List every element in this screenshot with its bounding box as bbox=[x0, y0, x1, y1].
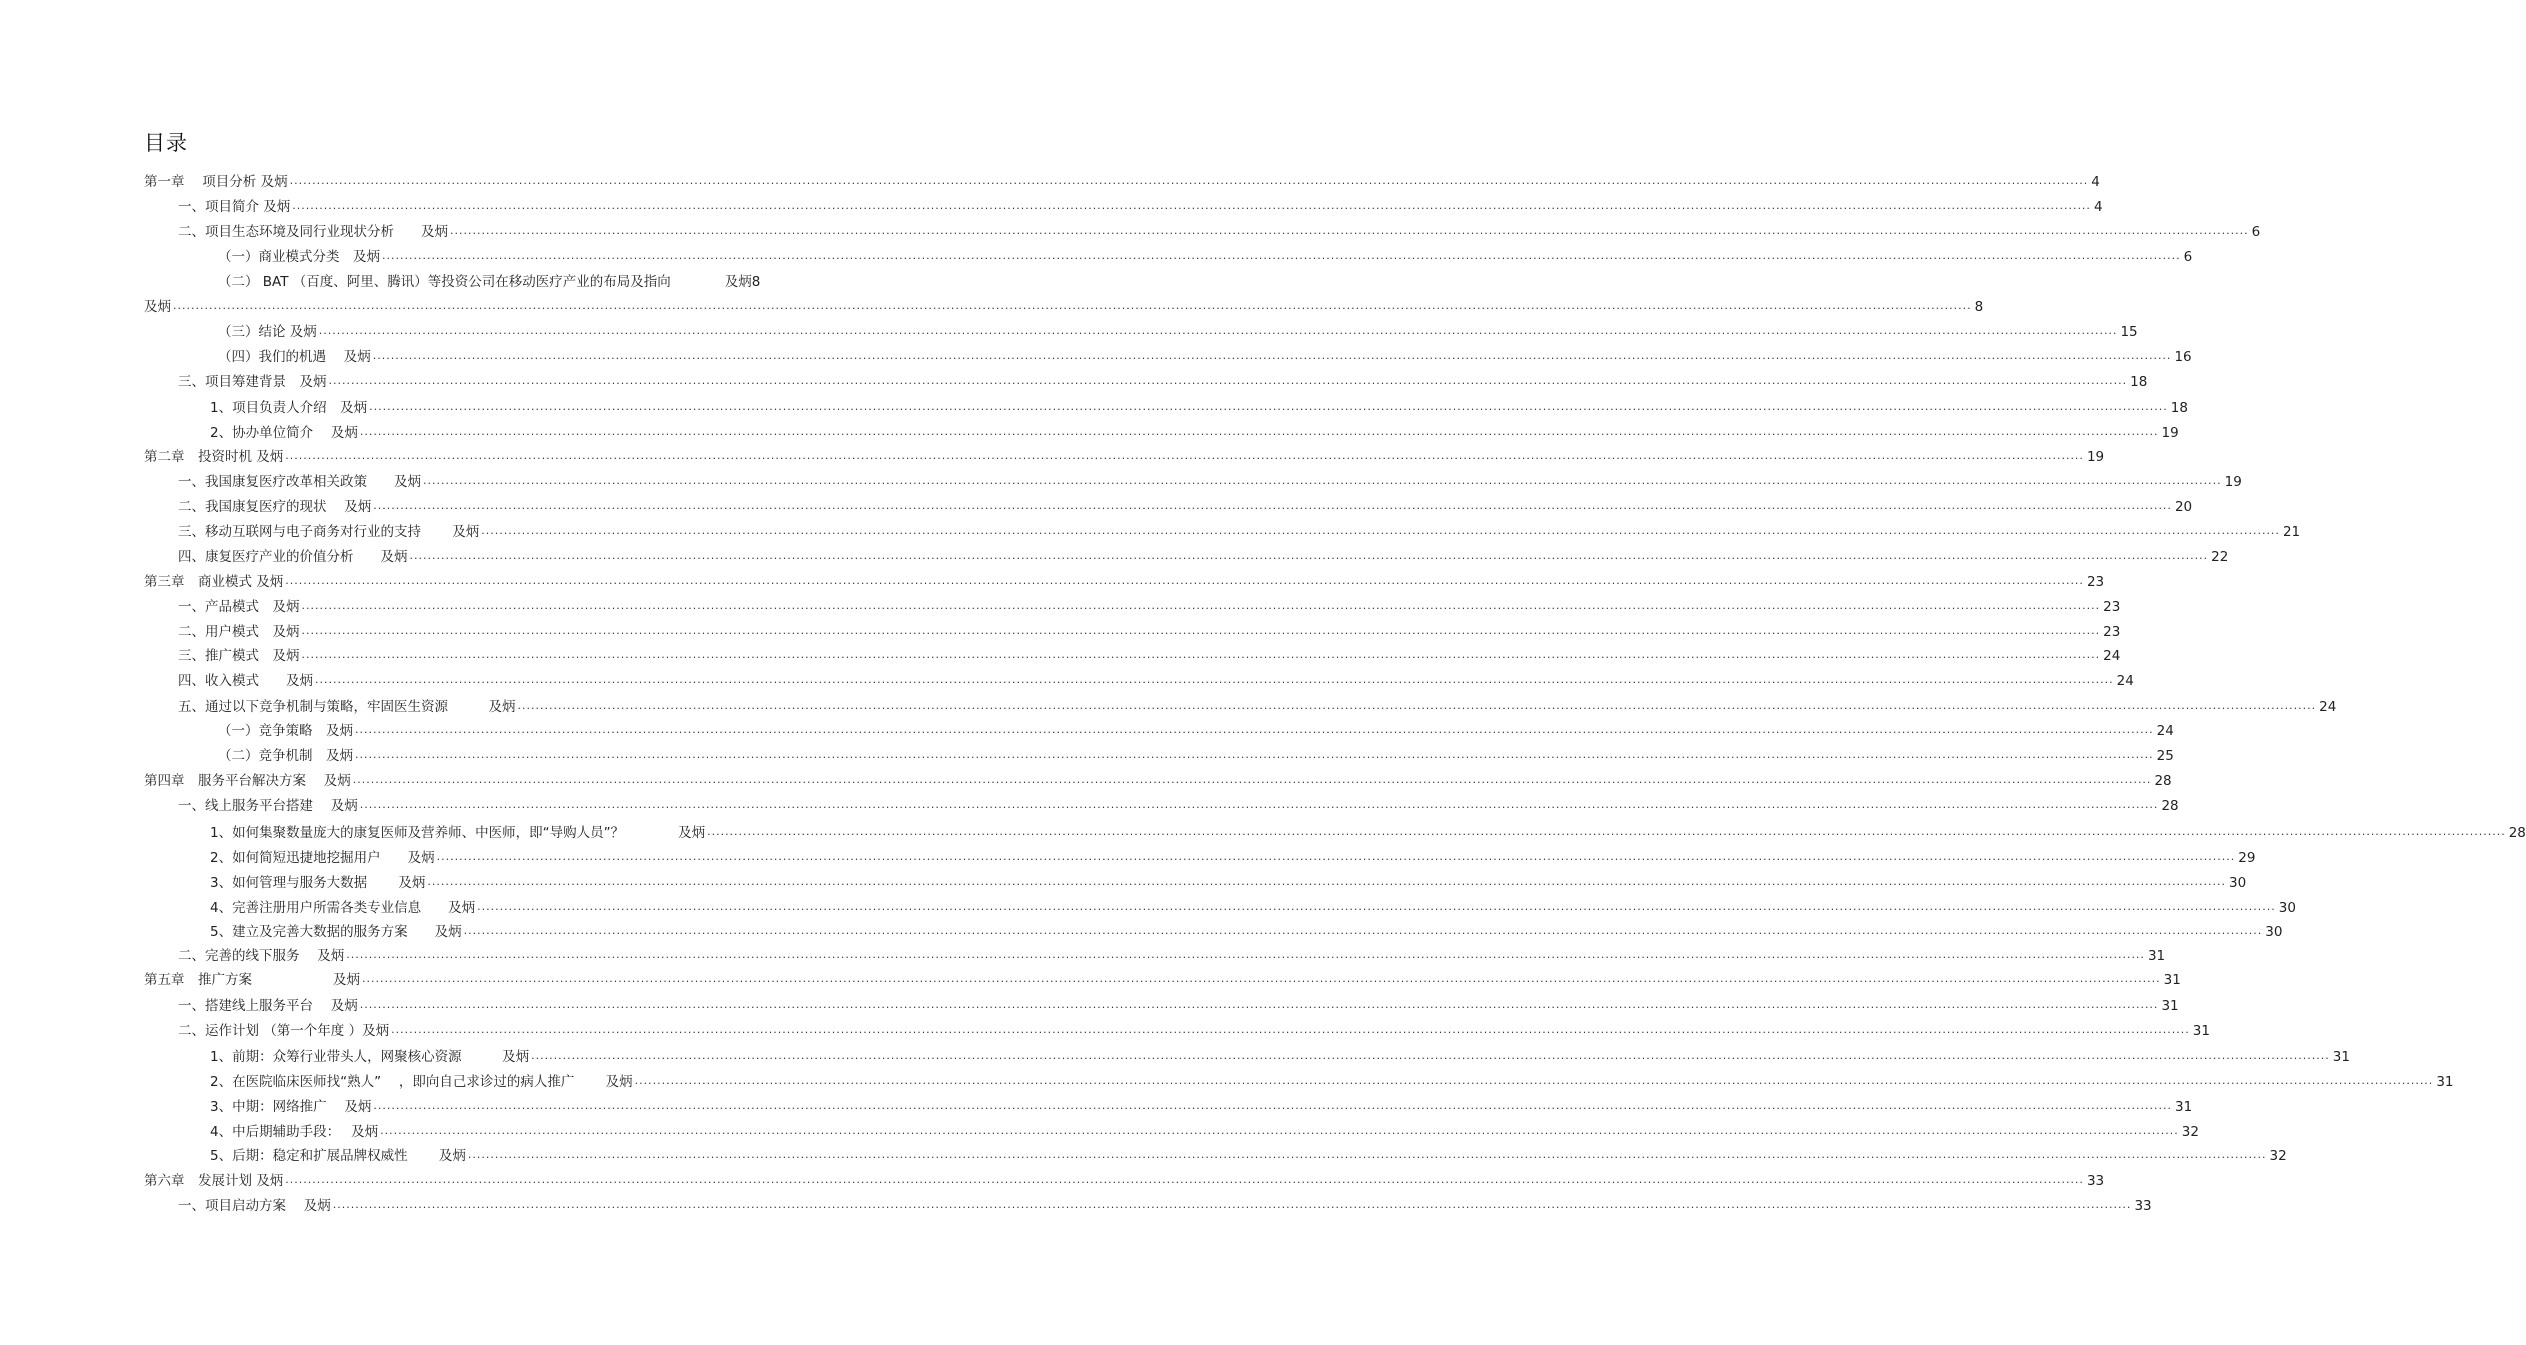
toc-entry[interactable] bbox=[178, 467, 2242, 491]
toc-leader-dots: ................................................................................................................................................................................................................................................................................................................................................................................................................ bbox=[463, 924, 2263, 937]
toc-leader-dots: ................................................................................................................................................................................................................................................................................................................................................................................................................ bbox=[467, 1148, 2267, 1161]
toc-entry-label: （三）结论 及炳 bbox=[218, 324, 317, 340]
toc-entry[interactable] bbox=[210, 1092, 2193, 1116]
toc-entry[interactable] bbox=[178, 666, 2134, 690]
toc-entry[interactable] bbox=[178, 217, 2261, 241]
toc-entry[interactable] bbox=[210, 917, 2283, 941]
toc-entry-label: （一）竞争策略 及炳 bbox=[218, 723, 353, 739]
toc-entry[interactable] bbox=[178, 692, 2337, 716]
toc-leader-dots: ................................................................................................................................................................................................................................................................................................................................................................................................................ bbox=[355, 723, 2154, 736]
toc-entry-label: 一、项目启动方案 及炳 bbox=[178, 1198, 331, 1214]
toc-entry-page-number: 33 bbox=[2086, 1173, 2105, 1189]
toc-entry[interactable] bbox=[178, 517, 2301, 541]
toc-entry[interactable] bbox=[178, 791, 2179, 815]
toc-leader-dots: ................................................................................................................................................................................................................................................................................................................................................................................................................ bbox=[517, 699, 2317, 712]
toc-entry-label: 2、协办单位简介 及炳 bbox=[210, 425, 358, 441]
toc-leader-dots: ................................................................................................................................................................................................................................................................................................................................................................................................................ bbox=[301, 648, 2101, 661]
toc-entry-page-number: 24 bbox=[2103, 648, 2121, 664]
toc-entry-page-number: 24 bbox=[2156, 723, 2174, 739]
toc-leader-dots: ................................................................................................................................................................................................................................................................................................................................................................................................................ bbox=[301, 624, 2101, 637]
toc-entry-label: （二）竞争机制 及炳 bbox=[218, 748, 353, 764]
toc-entry-page-number: 4 bbox=[2093, 199, 2103, 215]
toc-entry-page-number: 28 bbox=[2161, 798, 2179, 814]
toc-entry-label: 一、项目简介 及炳 bbox=[178, 199, 291, 215]
toc-leader-dots: ................................................................................................................................................................................................................................................................................................................................................................................................................ bbox=[531, 1049, 2330, 1062]
toc-entry-page-number: 24 bbox=[2116, 673, 2134, 689]
toc-leader-dots: ................................................................................................................................................................................................................................................................................................................................................................................................................ bbox=[707, 825, 2506, 838]
toc-leader-dots: ................................................................................................................................................................................................................................................................................................................................................................................................................ bbox=[318, 324, 2118, 337]
toc-entry-label: 2、在医院临床医师找“熟人” ，即向自己求诊过的病人推广 及炳 bbox=[210, 1074, 633, 1090]
toc-entry-page-number: 24 bbox=[2319, 699, 2337, 715]
toc-entry-label: （四）我们的机遇 及炳 bbox=[218, 349, 371, 365]
toc-entry-page-number: 6 bbox=[2251, 224, 2261, 240]
toc-entry-page-number: 31 bbox=[2436, 1074, 2454, 1090]
toc-leader-dots: ................................................................................................................................................................................................................................................................................................................................................................................................................ bbox=[173, 299, 1972, 312]
toc-entry-page-number: 19 bbox=[2161, 425, 2179, 441]
toc-leader-dots: ................................................................................................................................................................................................................................................................................................................................................................................................................ bbox=[285, 574, 2084, 587]
toc-entry[interactable] bbox=[210, 393, 2188, 417]
toc-leader-dots: ................................................................................................................................................................................................................................................................................................................................................................................................................ bbox=[372, 349, 2172, 362]
toc-entry-label: 二、运作计划 （第一个年度 ）及炳 bbox=[178, 1023, 390, 1039]
toc-entry-label: 第六章 发展计划 及炳 bbox=[144, 1173, 284, 1189]
toc-entry-page-number: 31 bbox=[2147, 948, 2166, 964]
toc-entry-page-number: 15 bbox=[2120, 324, 2138, 340]
toc-entry-page-number: 31 bbox=[2161, 998, 2179, 1014]
toc-entry[interactable] bbox=[210, 1042, 2350, 1066]
toc-entry[interactable] bbox=[210, 893, 2296, 917]
toc-leader-dots: ................................................................................................................................................................................................................................................................................................................................................................................................................ bbox=[292, 199, 2091, 212]
toc-leader-dots: ................................................................................................................................................................................................................................................................................................................................................................................................................ bbox=[427, 875, 2227, 888]
toc-entry[interactable] bbox=[144, 292, 1984, 316]
toc-entry[interactable] bbox=[210, 1141, 2287, 1165]
toc-entry-label: 二、完善的线下服务 及炳 bbox=[178, 948, 345, 964]
toc-entry-page-number: 28 bbox=[2508, 825, 2526, 841]
toc-leader-dots: ................................................................................................................................................................................................................................................................................................................................................................................................................ bbox=[391, 1023, 2190, 1036]
toc-entry[interactable] bbox=[178, 617, 2121, 641]
toc-leader-dots: ................................................................................................................................................................................................................................................................................................................................................................................................................ bbox=[373, 499, 2172, 512]
toc-leader-dots: ................................................................................................................................................................................................................................................................................................................................................................................................................ bbox=[332, 1198, 2132, 1211]
toc-entry-label: 第四章 服务平台解决方案 及炳 bbox=[144, 773, 351, 789]
toc-entry-page-number: 18 bbox=[2170, 400, 2188, 416]
toc-leader-dots: ................................................................................................................................................................................................................................................................................................................................................................................................................ bbox=[285, 449, 2084, 462]
toc-leader-dots: ................................................................................................................................................................................................................................................................................................................................................................................................................ bbox=[436, 850, 2236, 863]
toc-entry-label: 五、通过以下竞争机制与策略，牢固医生资源 及炳 bbox=[178, 699, 516, 715]
toc-entry[interactable] bbox=[210, 1117, 2199, 1141]
toc-leader-dots: ................................................................................................................................................................................................................................................................................................................................................................................................................ bbox=[423, 474, 2222, 487]
toc-entry-page-number: 23 bbox=[2103, 624, 2121, 640]
toc-leader-dots: ................................................................................................................................................................................................................................................................................................................................................................................................................ bbox=[362, 972, 2161, 985]
toc-entry-page-number: 28 bbox=[2154, 773, 2172, 789]
toc-leader-dots: ................................................................................................................................................................................................................................................................................................................................................................................................................ bbox=[373, 1099, 2173, 1112]
toc-entry[interactable] bbox=[210, 843, 2256, 867]
toc-entry-label: （一）商业模式分类 及炳 bbox=[218, 249, 380, 265]
toc-entry-page-number: 18 bbox=[2130, 374, 2148, 390]
toc-entry-page-number: 4 bbox=[2091, 174, 2100, 190]
toc-entry-label: 二、用户模式 及炳 bbox=[178, 624, 300, 640]
toc-entry-label: 三、移动互联网与电子商务对行业的支持 及炳 bbox=[178, 524, 480, 540]
toc-entry-label: 5、建立及完善大数据的服务方案 及炳 bbox=[210, 924, 462, 940]
toc-entry[interactable] bbox=[178, 592, 2121, 616]
toc-entry-label: 二、项目生态环境及同行业现状分析 及炳 bbox=[178, 224, 448, 240]
toc-entry-page-number: 16 bbox=[2174, 349, 2192, 365]
toc-entry-label: 三、推广模式 及炳 bbox=[178, 648, 300, 664]
toc-entry-label: 3、如何管理与服务大数据 及炳 bbox=[210, 875, 426, 891]
toc-entry[interactable] bbox=[144, 567, 2105, 591]
toc-entry-label: 三、项目筹建背景 及炳 bbox=[178, 374, 327, 390]
toc-entry[interactable] bbox=[144, 1166, 2105, 1190]
toc-entry-label: 2、如何简短迅捷地挖掘用户 及炳 bbox=[210, 850, 435, 866]
toc-entry[interactable] bbox=[210, 868, 2247, 892]
toc-entry[interactable] bbox=[210, 418, 2179, 442]
toc-entry-page-number: 32 bbox=[2181, 1124, 2199, 1140]
toc-entry-page-number: 32 bbox=[2269, 1148, 2287, 1164]
toc-leader-dots: ................................................................................................................................................................................................................................................................................................................................................................................................................ bbox=[409, 549, 2209, 562]
toc-entry-page-number: 19 bbox=[2086, 449, 2105, 465]
toc-entry-page-number: 31 bbox=[2163, 972, 2181, 988]
toc-entry-page-number: 33 bbox=[2134, 1198, 2152, 1214]
toc-leader-dots: ................................................................................................................................................................................................................................................................................................................................................................................................................ bbox=[477, 900, 2276, 913]
toc-leader-dots: ................................................................................................................................................................................................................................................................................................................................................................................................................ bbox=[352, 773, 2152, 786]
toc-entry-label: 二、我国康复医疗的现状 及炳 bbox=[178, 499, 372, 515]
toc-entry[interactable] bbox=[178, 542, 2229, 566]
toc-entry-page-number: 8 bbox=[1974, 299, 1984, 315]
toc-entry[interactable] bbox=[218, 267, 806, 291]
toc-entry-page-number: 30 bbox=[2265, 924, 2283, 940]
toc-leader-dots: ................................................................................................................................................................................................................................................................................................................................................................................................................ bbox=[382, 249, 2181, 262]
toc-entry-label: 3、中期：网络推广 及炳 bbox=[210, 1099, 372, 1115]
toc-entry[interactable] bbox=[144, 442, 2105, 466]
toc-entry-page-number: 31 bbox=[2192, 1023, 2210, 1039]
toc-entry-label: 1、项目负责人介绍 及炳 bbox=[210, 400, 368, 416]
toc-entry-page-number: 31 bbox=[2175, 1099, 2193, 1115]
toc-entry-page-number: 29 bbox=[2238, 850, 2256, 866]
toc-entry-page-number: 30 bbox=[2278, 900, 2296, 916]
toc-entry[interactable] bbox=[178, 941, 2166, 965]
toc-entry[interactable] bbox=[218, 741, 2174, 765]
toc-entry-label: 一、线上服务平台搭建 及炳 bbox=[178, 798, 358, 814]
toc-entry-label: 第三章 商业模式 及炳 bbox=[144, 574, 284, 590]
toc-entry-page-number: 30 bbox=[2229, 875, 2247, 891]
toc-entry[interactable] bbox=[144, 965, 2181, 989]
toc-leader-dots: ................................................................................................................................................................................................................................................................................................................................................................................................................ bbox=[450, 224, 2249, 237]
toc-entry[interactable] bbox=[144, 167, 2100, 191]
toc-entry-page-number: 23 bbox=[2086, 574, 2105, 590]
toc-entry[interactable] bbox=[178, 367, 2148, 391]
toc-entry[interactable] bbox=[178, 1191, 2152, 1215]
toc-entry[interactable] bbox=[218, 242, 2193, 266]
toc-entry-page-number: 25 bbox=[2156, 748, 2174, 764]
toc-entry-page-number: 23 bbox=[2103, 599, 2121, 615]
toc-entry[interactable] bbox=[178, 192, 2103, 216]
toc-entry-label: 4、完善注册用户所需各类专业信息 及炳 bbox=[210, 900, 476, 916]
toc-entry-page-number: 21 bbox=[2282, 524, 2301, 540]
toc-leader-dots: ................................................................................................................................................................................................................................................................................................................................................................................................................ bbox=[481, 524, 2280, 537]
toc-entry-label: 四、收入模式 及炳 bbox=[178, 673, 313, 689]
toc-entry-label: 第五章 推广方案 及炳 bbox=[144, 972, 360, 988]
toc-leader-dots: ................................................................................................................................................................................................................................................................................................................................................................................................................ bbox=[315, 673, 2114, 686]
toc-entry[interactable] bbox=[144, 766, 2172, 790]
toc-entry[interactable] bbox=[178, 641, 2121, 665]
toc-entry-page-number: 6 bbox=[2183, 249, 2193, 265]
toc-entry-page-number: 22 bbox=[2211, 549, 2229, 565]
toc-entry[interactable] bbox=[210, 818, 2526, 842]
toc-leader-dots: ................................................................................................................................................................................................................................................................................................................................................................................................................ bbox=[289, 174, 2089, 187]
toc-leader-dots: ................................................................................................................................................................................................................................................................................................................................................................................................................ bbox=[359, 425, 2159, 438]
toc-entry-label: 5、后期：稳定和扩展品牌权威性 及炳 bbox=[210, 1148, 466, 1164]
toc-entry-label: 第二章 投资时机 及炳 bbox=[144, 449, 284, 465]
toc-entry-page-number: 20 bbox=[2174, 499, 2193, 515]
toc-entry[interactable] bbox=[218, 716, 2174, 740]
toc-leader-dots: ................................................................................................................................................................................................................................................................................................................................................................................................................ bbox=[359, 998, 2159, 1011]
toc-entry-label: 一、产品模式 及炳 bbox=[178, 599, 300, 615]
toc-leader-dots: ................................................................................................................................................................................................................................................................................................................................................................................................................ bbox=[328, 374, 2128, 387]
toc-entry[interactable] bbox=[218, 342, 2192, 366]
toc-entry[interactable] bbox=[218, 317, 2138, 341]
toc-entry[interactable] bbox=[210, 1067, 2454, 1091]
toc-leader-dots: ................................................................................................................................................................................................................................................................................................................................................................................................................ bbox=[369, 400, 2168, 413]
toc-entry-label: 一、搭建线上服务平台 及炳 bbox=[178, 998, 358, 1014]
page-title: 目录 bbox=[144, 131, 188, 155]
toc-entry[interactable] bbox=[178, 1016, 2210, 1040]
toc-entry[interactable] bbox=[178, 492, 2193, 516]
toc-entry-label: 1、如何集聚数量庞大的康复医师及营养师、中医师，即“导购人员”？ 及炳 bbox=[210, 825, 706, 841]
toc-leader-dots: ................................................................................................................................................................................................................................................................................................................................................................................................................ bbox=[359, 798, 2159, 811]
toc-leader-dots: ................................................................................................................................................................................................................................................................................................................................................................................................................ bbox=[355, 748, 2154, 761]
toc-entry[interactable] bbox=[178, 991, 2179, 1015]
toc-entry-label: 一、我国康复医疗改革相关政策 及炳 bbox=[178, 474, 421, 490]
toc-entry-page-number: 19 bbox=[2224, 474, 2242, 490]
toc-entry-label: 及炳 bbox=[144, 299, 171, 315]
toc-leader-dots: ................................................................................................................................................................................................................................................................................................................................................................................................................ bbox=[634, 1074, 2434, 1087]
toc-leader-dots: ................................................................................................................................................................................................................................................................................................................................................................................................................ bbox=[285, 1173, 2084, 1186]
toc-entry-label: 四、康复医疗产业的价值分析 及炳 bbox=[178, 549, 408, 565]
toc-entry-label: 1、前期：众筹行业带头人，网聚核心资源 及炳 bbox=[210, 1049, 530, 1065]
toc-leader-dots: ................................................................................................................................................................................................................................................................................................................................................................................................................ bbox=[301, 599, 2101, 612]
toc-entry-label: 第一章 项目分析 及炳 bbox=[144, 174, 288, 190]
toc-leader-dots: ................................................................................................................................................................................................................................................................................................................................................................................................................ bbox=[346, 948, 2145, 961]
toc-entry-label: （二） BAT （百度、阿里、腾讯）等投资公司在移动医疗产业的布局及指向 及炳8 bbox=[218, 274, 761, 290]
toc-leader-dots: ................................................................................................................................................................................................................................................................................................................................................................................................................ bbox=[380, 1124, 2179, 1137]
toc-entry-label: 4、中后期辅助手段： 及炳 bbox=[210, 1124, 379, 1140]
toc-entry-page-number: 31 bbox=[2332, 1049, 2350, 1065]
